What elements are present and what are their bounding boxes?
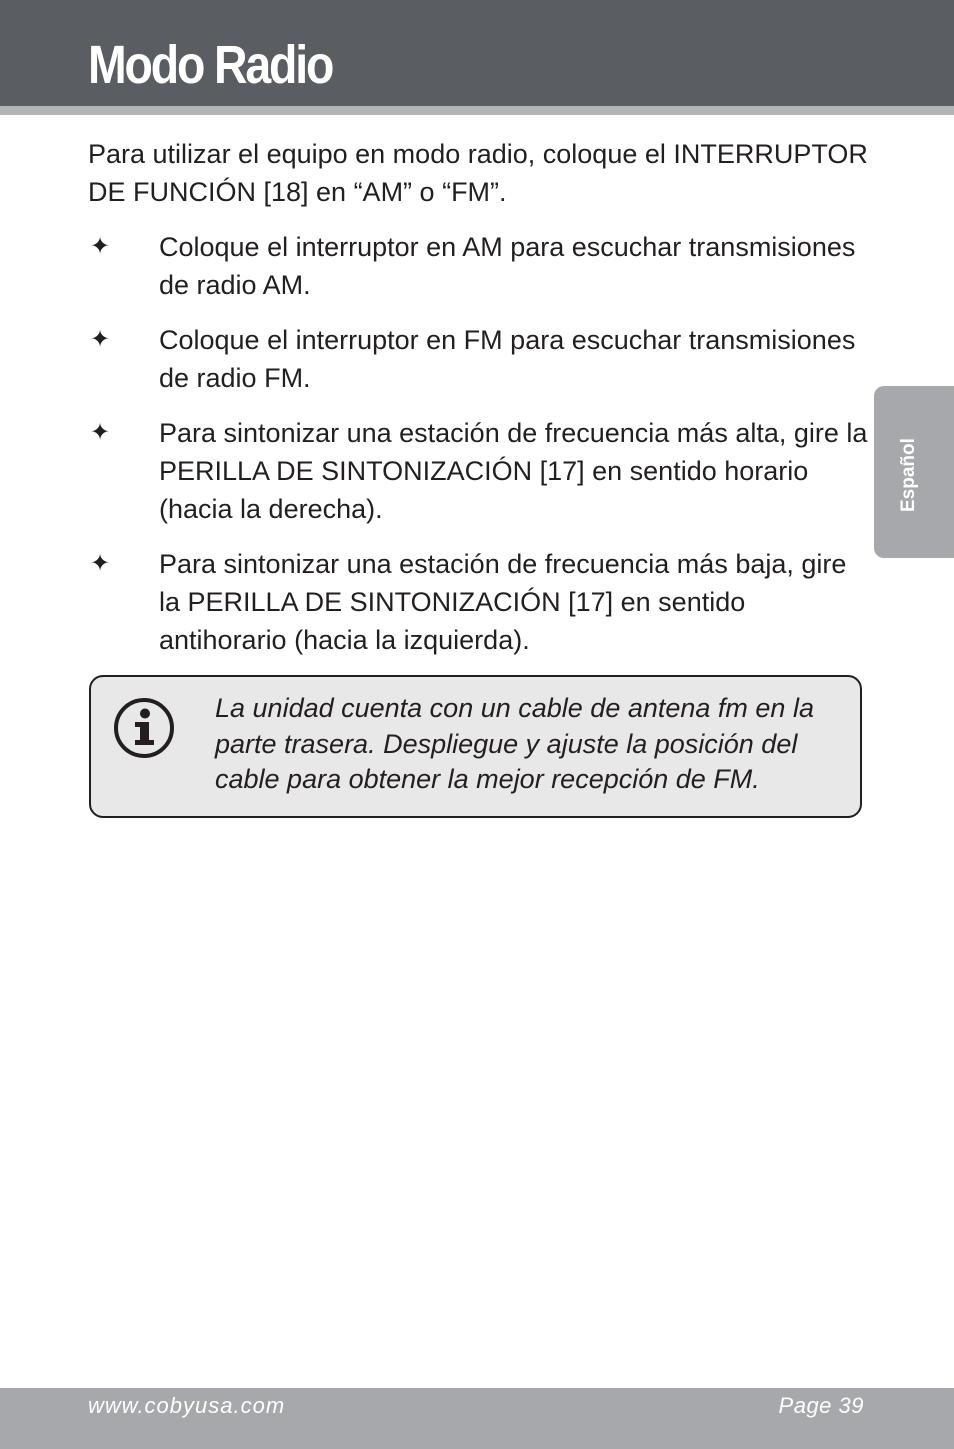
star-bullet-icon: ✦ — [90, 419, 111, 446]
list-item — [88, 321, 868, 397]
language-tab-label: Español — [898, 438, 919, 512]
list-item-text: Coloque el interruptor en AM para escuchar transmisiones de radio AM. — [159, 232, 856, 300]
header-divider — [0, 106, 954, 115]
list-item-text: Coloque el interruptor en FM para escuchar transmisiones de radio FM. — [159, 325, 856, 393]
list-item-text: Para sintonizar una estación de frecuencia más baja, gire la PERILLA DE SINTONIZACIÓN [17] en sentido antihorario (hacia la izquierda). — [159, 549, 847, 655]
intro-paragraph: Para utilizar el equipo en modo radio, coloque el INTERRUPTOR DE FUNCIÓN [18] en “AM” o “FM”. — [88, 139, 868, 207]
note-text: La unidad cuenta con un cable de antena fm en la parte trasera. Despliegue y ajuste la posición del cable para obtener la mejor recepción de FM. — [215, 693, 814, 794]
list-item — [88, 545, 868, 659]
star-bullet-icon: ✦ — [90, 550, 111, 577]
star-bullet-icon: ✦ — [90, 326, 111, 353]
info-icon — [113, 697, 175, 759]
list-item — [88, 228, 868, 304]
list-item-text: Para sintonizar una estación de frecuencia más alta, gire la PERILLA DE SINTONIZACIÓN [17] en sentido horario (hacia la derecha). — [159, 418, 868, 524]
page-title: Modo Radio — [88, 35, 333, 95]
list-item — [88, 414, 868, 528]
star-bullet-icon: ✦ — [90, 233, 111, 260]
language-tab — [874, 386, 954, 558]
page-number: Page 39 — [778, 1393, 864, 1418]
info-note — [89, 675, 862, 818]
instruction-list — [88, 228, 868, 676]
footer-url: www.cobyusa.com — [88, 1393, 286, 1418]
